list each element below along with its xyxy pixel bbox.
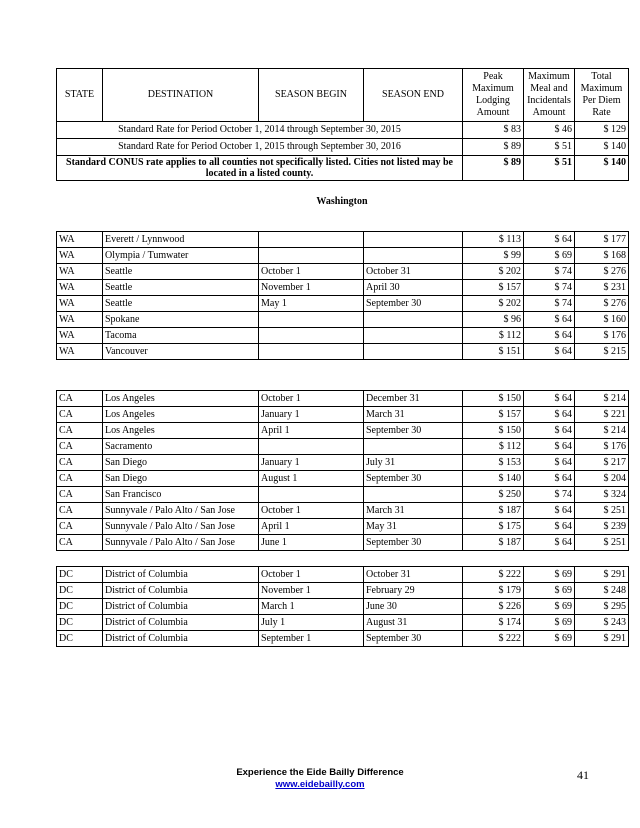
cell-lodging: $ 187 <box>463 535 524 551</box>
cell-total: $ 291 <box>575 631 629 647</box>
table-row <box>57 439 629 455</box>
cell-total: $ 324 <box>575 487 629 503</box>
cell-season-begin: July 1 <box>259 615 364 631</box>
table-row <box>57 599 629 615</box>
col-header-total: Total Maximum Per Diem Rate <box>575 69 629 122</box>
cell-lodging: $ 153 <box>463 455 524 471</box>
cell-total: $ 276 <box>575 296 629 312</box>
cell-total: $ 177 <box>575 232 629 248</box>
cell-meal: $ 64 <box>524 328 575 344</box>
cell-destination: San Diego <box>103 455 259 471</box>
cell-season-end: March 31 <box>364 503 463 519</box>
table-row <box>57 312 629 328</box>
cell-destination: District of Columbia <box>103 615 259 631</box>
cell-state: DC <box>57 583 103 599</box>
cell-season-end: August 31 <box>364 615 463 631</box>
cell-total: $ 231 <box>575 280 629 296</box>
table-row <box>57 519 629 535</box>
cell-total: $ 239 <box>575 519 629 535</box>
cell-season-end: December 31 <box>364 391 463 407</box>
cell-season-begin: January 1 <box>259 455 364 471</box>
cell-season-begin: October 1 <box>259 567 364 583</box>
col-header-lodging: Peak Maximum Lodging Amount <box>463 69 524 122</box>
cell-meal: $ 64 <box>524 344 575 360</box>
table-row <box>57 487 629 503</box>
col-header-season-begin: SEASON BEGIN <box>259 69 364 122</box>
cell-destination: Seattle <box>103 264 259 280</box>
cell-state: CA <box>57 471 103 487</box>
cell-state: DC <box>57 631 103 647</box>
cell-destination: District of Columbia <box>103 599 259 615</box>
cell-destination: San Francisco <box>103 487 259 503</box>
table-row <box>57 296 629 312</box>
cell-season-end: June 30 <box>364 599 463 615</box>
cell-season-end: May 31 <box>364 519 463 535</box>
cell-state: DC <box>57 599 103 615</box>
cell-destination: District of Columbia <box>103 583 259 599</box>
cell-destination: District of Columbia <box>103 567 259 583</box>
standard-rate-desc: Standard Rate for Period October 1, 2014 through September 30, 2015 <box>57 122 463 139</box>
cell-destination: Seattle <box>103 296 259 312</box>
table-row <box>57 407 629 423</box>
cell-destination: Los Angeles <box>103 407 259 423</box>
cell-destination: Everett / Lynnwood <box>103 232 259 248</box>
cell-meal: $ 74 <box>524 487 575 503</box>
rates-header-table <box>56 68 629 181</box>
footer-tagline: Experience the Eide Bailly Difference <box>236 767 404 778</box>
cell-lodging: $ 96 <box>463 312 524 328</box>
cell-destination: Spokane <box>103 312 259 328</box>
cell-meal: $ 74 <box>524 264 575 280</box>
cell-total: $ 243 <box>575 615 629 631</box>
cell-state: CA <box>57 407 103 423</box>
cell-lodging: $ 175 <box>463 519 524 535</box>
cell-season-begin: June 1 <box>259 535 364 551</box>
cell-state: CA <box>57 535 103 551</box>
cell-lodging: $ 150 <box>463 423 524 439</box>
cell-season-begin: October 1 <box>259 264 364 280</box>
cell-destination: Vancouver <box>103 344 259 360</box>
cell-destination: Los Angeles <box>103 423 259 439</box>
cell-season-begin: October 1 <box>259 391 364 407</box>
conus-rate-lodging: $ 89 <box>463 156 524 181</box>
table-row <box>57 503 629 519</box>
cell-meal: $ 69 <box>524 615 575 631</box>
cell-total: $ 276 <box>575 264 629 280</box>
cell-meal: $ 69 <box>524 599 575 615</box>
cell-lodging: $ 150 <box>463 391 524 407</box>
standard-rate-desc: Standard Rate for Period October 1, 2015 through September 30, 2016 <box>57 139 463 156</box>
table-row <box>57 391 629 407</box>
cell-season-begin: March 1 <box>259 599 364 615</box>
cell-season-end: September 30 <box>364 423 463 439</box>
cell-total: $ 248 <box>575 583 629 599</box>
cell-season-end <box>364 487 463 503</box>
cell-total: $ 204 <box>575 471 629 487</box>
cell-lodging: $ 222 <box>463 567 524 583</box>
cell-season-begin: November 1 <box>259 280 364 296</box>
ca-rates-table <box>56 390 629 551</box>
conus-rate-total: $ 140 <box>575 156 629 181</box>
table-row <box>57 455 629 471</box>
standard-rate-meal: $ 46 <box>524 122 575 139</box>
cell-season-end <box>364 248 463 264</box>
cell-season-begin: September 1 <box>259 631 364 647</box>
cell-lodging: $ 99 <box>463 248 524 264</box>
cell-destination: Sunnyvale / Palo Alto / San Jose <box>103 503 259 519</box>
cell-lodging: $ 187 <box>463 503 524 519</box>
cell-meal: $ 69 <box>524 583 575 599</box>
cell-season-begin: April 1 <box>259 423 364 439</box>
cell-lodging: $ 112 <box>463 439 524 455</box>
cell-lodging: $ 140 <box>463 471 524 487</box>
table-row <box>57 280 629 296</box>
footer-link-wrap <box>0 779 640 790</box>
cell-season-begin <box>259 232 364 248</box>
cell-state: CA <box>57 519 103 535</box>
cell-total: $ 215 <box>575 344 629 360</box>
cell-state: CA <box>57 487 103 503</box>
wa-rates-table <box>56 231 629 360</box>
cell-season-end <box>364 232 463 248</box>
cell-total: $ 176 <box>575 328 629 344</box>
table-row <box>57 423 629 439</box>
cell-meal: $ 64 <box>524 423 575 439</box>
table-row <box>57 535 629 551</box>
cell-season-end: September 30 <box>364 535 463 551</box>
cell-total: $ 291 <box>575 567 629 583</box>
cell-lodging: $ 151 <box>463 344 524 360</box>
cell-total: $ 217 <box>575 455 629 471</box>
conus-rate-row <box>57 156 629 181</box>
table-row <box>57 471 629 487</box>
cell-destination: Sunnyvale / Palo Alto / San Jose <box>103 535 259 551</box>
conus-rate-meal: $ 51 <box>524 156 575 181</box>
standard-rate-total: $ 140 <box>575 139 629 156</box>
cell-total: $ 214 <box>575 391 629 407</box>
cell-state: WA <box>57 248 103 264</box>
cell-total: $ 176 <box>575 439 629 455</box>
standard-rate-lodging: $ 83 <box>463 122 524 139</box>
cell-season-begin: January 1 <box>259 407 364 423</box>
cell-state: WA <box>57 296 103 312</box>
cell-season-end: July 31 <box>364 455 463 471</box>
table-row <box>57 615 629 631</box>
cell-meal: $ 69 <box>524 248 575 264</box>
standard-rate-total: $ 129 <box>575 122 629 139</box>
cell-season-begin <box>259 248 364 264</box>
cell-total: $ 160 <box>575 312 629 328</box>
cell-state: WA <box>57 280 103 296</box>
cell-meal: $ 64 <box>524 535 575 551</box>
standard-rate-meal: $ 51 <box>524 139 575 156</box>
col-header-destination: DESTINATION <box>103 69 259 122</box>
cell-season-end: October 31 <box>364 567 463 583</box>
cell-lodging: $ 113 <box>463 232 524 248</box>
cell-total: $ 251 <box>575 535 629 551</box>
cell-destination: Tacoma <box>103 328 259 344</box>
cell-destination: District of Columbia <box>103 631 259 647</box>
cell-season-end: February 29 <box>364 583 463 599</box>
cell-lodging: $ 250 <box>463 487 524 503</box>
cell-total: $ 214 <box>575 423 629 439</box>
cell-meal: $ 74 <box>524 296 575 312</box>
cell-state: WA <box>57 312 103 328</box>
col-header-season-end: SEASON END <box>364 69 463 122</box>
cell-season-end: September 30 <box>364 631 463 647</box>
cell-lodging: $ 222 <box>463 631 524 647</box>
table-row <box>57 344 629 360</box>
standard-rate-row <box>57 139 629 156</box>
cell-meal: $ 64 <box>524 503 575 519</box>
cell-total: $ 251 <box>575 503 629 519</box>
table-row <box>57 583 629 599</box>
cell-state: DC <box>57 567 103 583</box>
cell-season-begin <box>259 487 364 503</box>
cell-meal: $ 69 <box>524 631 575 647</box>
cell-meal: $ 64 <box>524 519 575 535</box>
cell-meal: $ 64 <box>524 391 575 407</box>
cell-state: WA <box>57 344 103 360</box>
cell-destination: San Diego <box>103 471 259 487</box>
cell-season-end <box>364 439 463 455</box>
cell-meal: $ 64 <box>524 312 575 328</box>
cell-lodging: $ 179 <box>463 583 524 599</box>
cell-season-begin: October 1 <box>259 503 364 519</box>
cell-lodging: $ 226 <box>463 599 524 615</box>
cell-total: $ 221 <box>575 407 629 423</box>
cell-season-begin: April 1 <box>259 519 364 535</box>
cell-season-end: October 31 <box>364 264 463 280</box>
cell-state: CA <box>57 391 103 407</box>
cell-total: $ 168 <box>575 248 629 264</box>
cell-state: DC <box>57 615 103 631</box>
section-title: Washington <box>316 196 368 207</box>
table-row <box>57 328 629 344</box>
cell-lodging: $ 112 <box>463 328 524 344</box>
cell-destination: Sunnyvale / Palo Alto / San Jose <box>103 519 259 535</box>
cell-season-end: September 30 <box>364 471 463 487</box>
cell-meal: $ 74 <box>524 280 575 296</box>
cell-season-begin <box>259 344 364 360</box>
cell-destination: Seattle <box>103 280 259 296</box>
conus-rate-desc: Standard CONUS rate applies to all counties not specifically listed. Cities not listed may be located in a listed county. <box>57 156 463 181</box>
cell-meal: $ 64 <box>524 439 575 455</box>
table-row <box>57 567 629 583</box>
page-number: 41 <box>577 768 589 782</box>
cell-meal: $ 64 <box>524 471 575 487</box>
cell-lodging: $ 174 <box>463 615 524 631</box>
col-header-meal: Maximum Meal and Incidentals Amount <box>524 69 575 122</box>
standard-rate-row <box>57 122 629 139</box>
cell-lodging: $ 157 <box>463 407 524 423</box>
cell-total: $ 295 <box>575 599 629 615</box>
cell-meal: $ 64 <box>524 232 575 248</box>
cell-season-begin <box>259 328 364 344</box>
cell-season-begin: May 1 <box>259 296 364 312</box>
cell-season-end <box>364 312 463 328</box>
cell-season-begin <box>259 312 364 328</box>
col-header-state: STATE <box>57 69 103 122</box>
cell-season-end <box>364 328 463 344</box>
cell-season-begin <box>259 439 364 455</box>
cell-destination: Los Angeles <box>103 391 259 407</box>
cell-lodging: $ 157 <box>463 280 524 296</box>
footer-website-link[interactable]: www.eidebailly.com <box>275 779 365 790</box>
cell-season-end: April 30 <box>364 280 463 296</box>
cell-season-begin: August 1 <box>259 471 364 487</box>
cell-state: CA <box>57 503 103 519</box>
cell-state: CA <box>57 423 103 439</box>
table-header-row <box>57 69 629 122</box>
cell-season-end <box>364 344 463 360</box>
cell-meal: $ 64 <box>524 455 575 471</box>
cell-lodging: $ 202 <box>463 296 524 312</box>
table-row <box>57 631 629 647</box>
cell-season-end: September 30 <box>364 296 463 312</box>
table-row <box>57 248 629 264</box>
cell-state: WA <box>57 232 103 248</box>
table-row <box>57 264 629 280</box>
cell-season-end: March 31 <box>364 407 463 423</box>
cell-season-begin: November 1 <box>259 583 364 599</box>
cell-destination: Olympia / Tumwater <box>103 248 259 264</box>
cell-state: CA <box>57 439 103 455</box>
cell-state: WA <box>57 264 103 280</box>
dc-rates-table <box>56 566 629 647</box>
cell-state: CA <box>57 455 103 471</box>
cell-state: WA <box>57 328 103 344</box>
cell-destination: Sacramento <box>103 439 259 455</box>
cell-lodging: $ 202 <box>463 264 524 280</box>
cell-meal: $ 64 <box>524 407 575 423</box>
standard-rate-lodging: $ 89 <box>463 139 524 156</box>
cell-meal: $ 69 <box>524 567 575 583</box>
table-row <box>57 232 629 248</box>
